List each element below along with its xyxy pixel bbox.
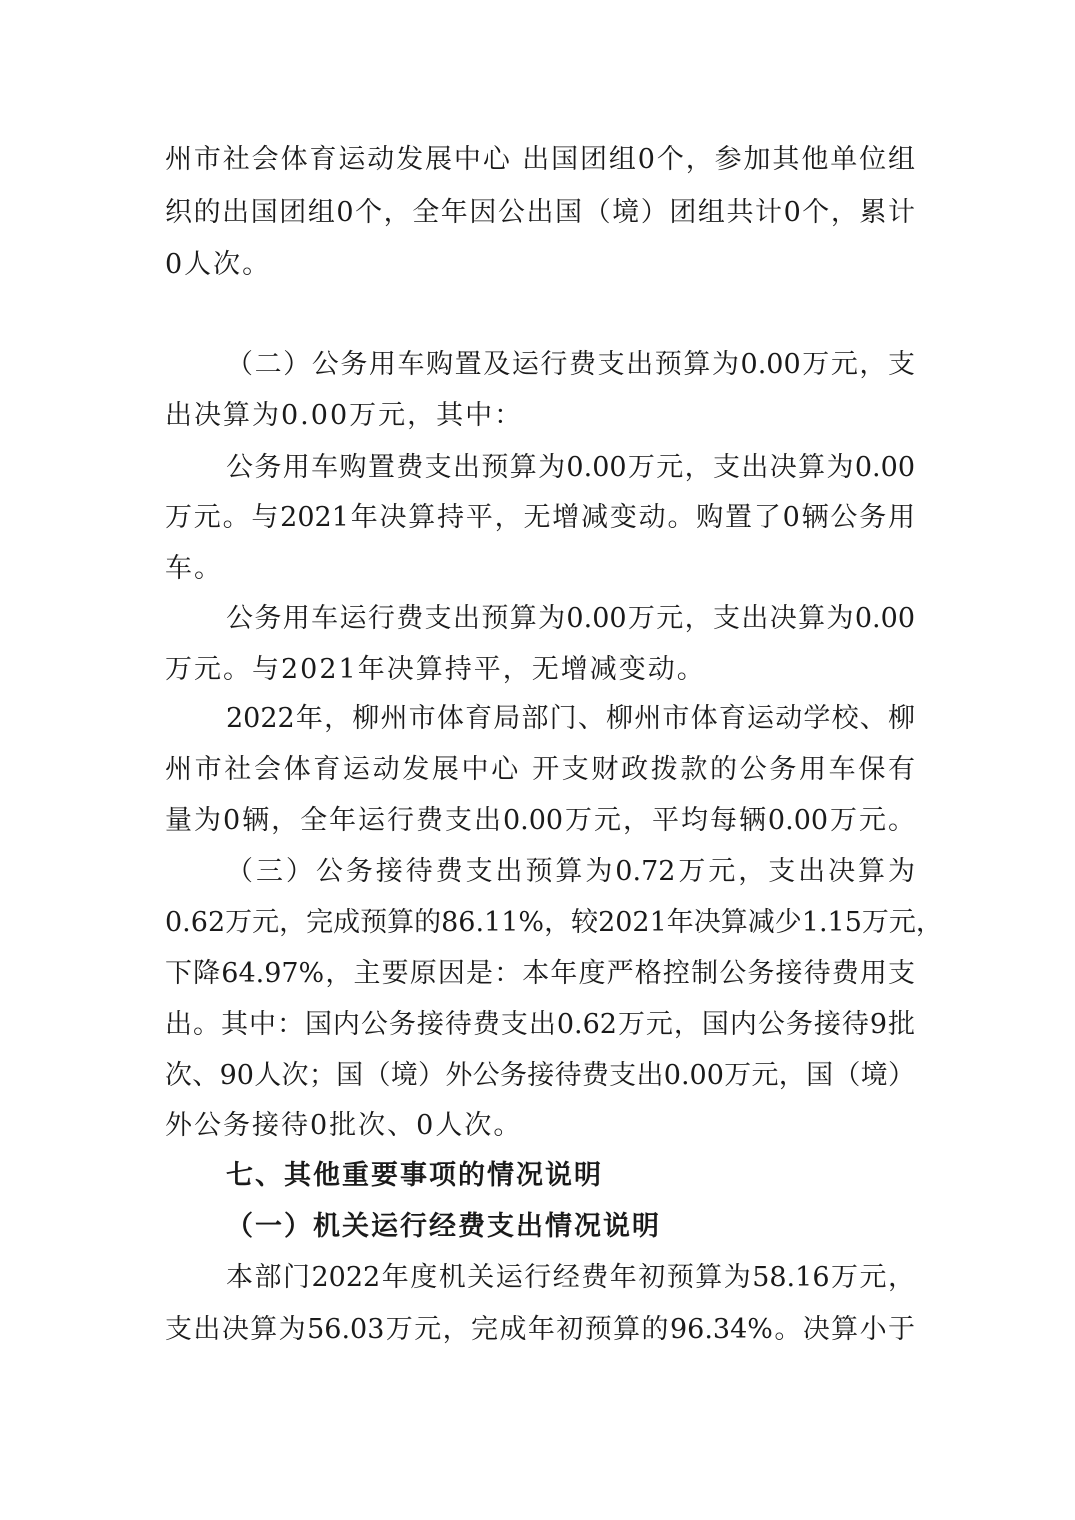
paragraph-line: 织的出国团组0个，全年因公出国（境）团组共计0个，累计 <box>165 197 915 228</box>
paragraph-line: 公务用车购置费支出预算为0.00万元，支出决算为0.00 <box>226 452 915 483</box>
paragraph-line: 0人次。 <box>165 249 272 280</box>
paragraph-line: 本部门2022年度机关运行经费年初预算为58.16万元， <box>226 1262 915 1293</box>
section-heading: 七、其他重要事项的情况说明 <box>226 1160 603 1191</box>
paragraph-line: 出。其中：国内公务接待费支出0.62万元，国内公务接待9批 <box>165 1009 915 1040</box>
paragraph-line: （二）公务用车购置及运行费支出预算为0.00万元，支 <box>226 349 915 380</box>
paragraph-line: 车。 <box>165 553 223 584</box>
paragraph-line: 外公务接待0批次、0人次。 <box>165 1110 523 1141</box>
paragraph-line: 万元。与2021年决算持平，无增减变动。购置了0辆公务用 <box>165 502 915 533</box>
paragraph-line: 出决算为0.00万元，其中： <box>165 400 524 431</box>
paragraph-line: （三）公务接待费支出预算为0.72万元，支出决算为 <box>226 856 915 887</box>
paragraph-line: 次、90人次；国（境）外公务接待费支出0.00万元，国（境） <box>165 1060 915 1091</box>
paragraph-line: 0.62万元，完成预算的86.11%，较2021年决算减少1.15万元， <box>165 907 943 938</box>
sub-heading: （一）机关运行经费支出情况说明 <box>226 1211 661 1242</box>
paragraph-line: 州市社会体育运动发展中心 出国团组0个，参加其他单位组 <box>165 144 915 175</box>
paragraph-line: 万元。与2021年决算持平，无增减变动。 <box>165 654 706 685</box>
paragraph-line: 州市社会体育运动发展中心 开支财政拨款的公务用车保有 <box>165 754 915 785</box>
paragraph-line: 下降64.97%，主要原因是：本年度严格控制公务接待费用支 <box>165 958 915 989</box>
paragraph-line: 量为0辆，全年运行费支出0.00万元，平均每辆0.00万元。 <box>165 805 915 836</box>
paragraph-line: 2022年，柳州市体育局部门、柳州市体育运动学校、柳 <box>226 703 915 734</box>
paragraph-line: 公务用车运行费支出预算为0.00万元，支出决算为0.00 <box>226 603 915 634</box>
paragraph-line: 支出决算为56.03万元，完成年初预算的96.34%。决算小于 <box>165 1314 915 1345</box>
